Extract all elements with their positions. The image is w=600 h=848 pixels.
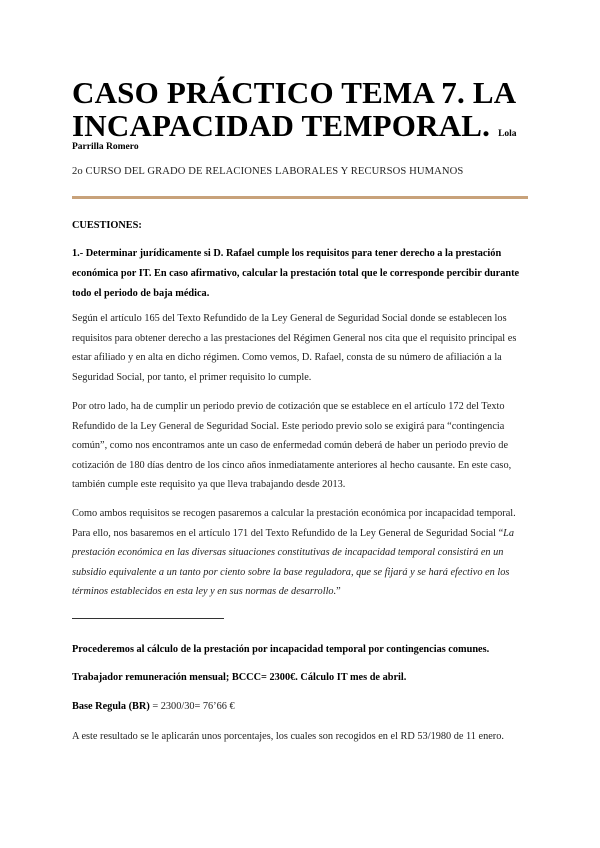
paragraph-3: [72, 504, 528, 602]
final-paragraph: A este resultado se le aplicarán unos porcentajes, los cuales son recogidos en el RD 53/1980 de 11 enero.: [72, 731, 504, 742]
paragraph-2: Por otro lado, ha de cumplir un periodo previo de cotización que se establece en el artículo 172 del Texto Refundido de la Ley General de Seguridad Social. Este periodo previo solo se exigirá para “contingencia común”, como nos encontramos ante un caso de enfermedad común deberá de haber un periodo previo de cotización de 180 días dentro de los cinco años inmediatamente anteriores al hecho causante. En este caso, también cumple este requisito ya que lleva trabajando desde 2013.: [72, 401, 512, 490]
paragraph-1: Según el artículo 165 del Texto Refundido de la Ley General de Seguridad Social donde se establecen los requisitos para obtener derecho a las prestaciones del Régimen General nos cita que el requisito principal es estar afiliado y en alta en dicho régimen. Como vemos, D. Rafael, consta de su número de afiliación a la Seguridad Social, por tanto, el primer requisito lo cumple.: [72, 313, 517, 383]
footnote-divider: [72, 618, 224, 619]
paragraph-3-intro: Como ambos requisitos se recogen pasaremos a calcular la prestación económica por incapacidad temporal. Para ello, nos basaremos en el artículo 171 del Texto Refundido de la Ley General de Seguridad Social “: [72, 508, 516, 539]
author-first-name: Lola: [498, 129, 517, 139]
legal-quote: La prestación económica en las diversas situaciones constitutivas de incapacidad temporal consistirá en un subsidio equivalente a un tanto por ciento sobre la base reguladora, que se fijará y se hará efectivo en los términos establecidos en esta ley y en sus normas de desarrollo.: [72, 527, 515, 597]
base-label: Base Regula (BR): [72, 701, 150, 712]
title-text: CASO PRÁCTICO TEMA 7. LA INCAPACIDAD TEMPORAL.: [72, 75, 515, 143]
section-heading: CUESTIONES:: [72, 220, 142, 231]
base-value: = 2300/30= 76’66 €: [149, 701, 235, 712]
base-reguladora-line: [72, 697, 528, 717]
author-name: Parrilla Romero: [72, 142, 139, 152]
calculation-heading: Procederemos al cálculo de la prestación por incapacidad temporal por contingencias comunes.: [72, 644, 490, 655]
worker-salary-line: Trabajador remuneración mensual; BCCC= 2300€. Cálculo IT mes de abril.: [72, 672, 407, 683]
question-1: 1.- Determinar jurídicamente si D. Rafael cumple los requisitos para tener derecho a la prestación económica por IT. En caso afirmativo, calcular la prestación total que le corresponde percibir durante todo el periodo de baja médica.: [72, 248, 520, 299]
paragraph-3-end: ”: [336, 586, 341, 597]
document-subtitle: 2o CURSO DEL GRADO DE RELACIONES LABORALES Y RECURSOS HUMANOS: [72, 166, 464, 177]
header-divider: [72, 196, 528, 199]
